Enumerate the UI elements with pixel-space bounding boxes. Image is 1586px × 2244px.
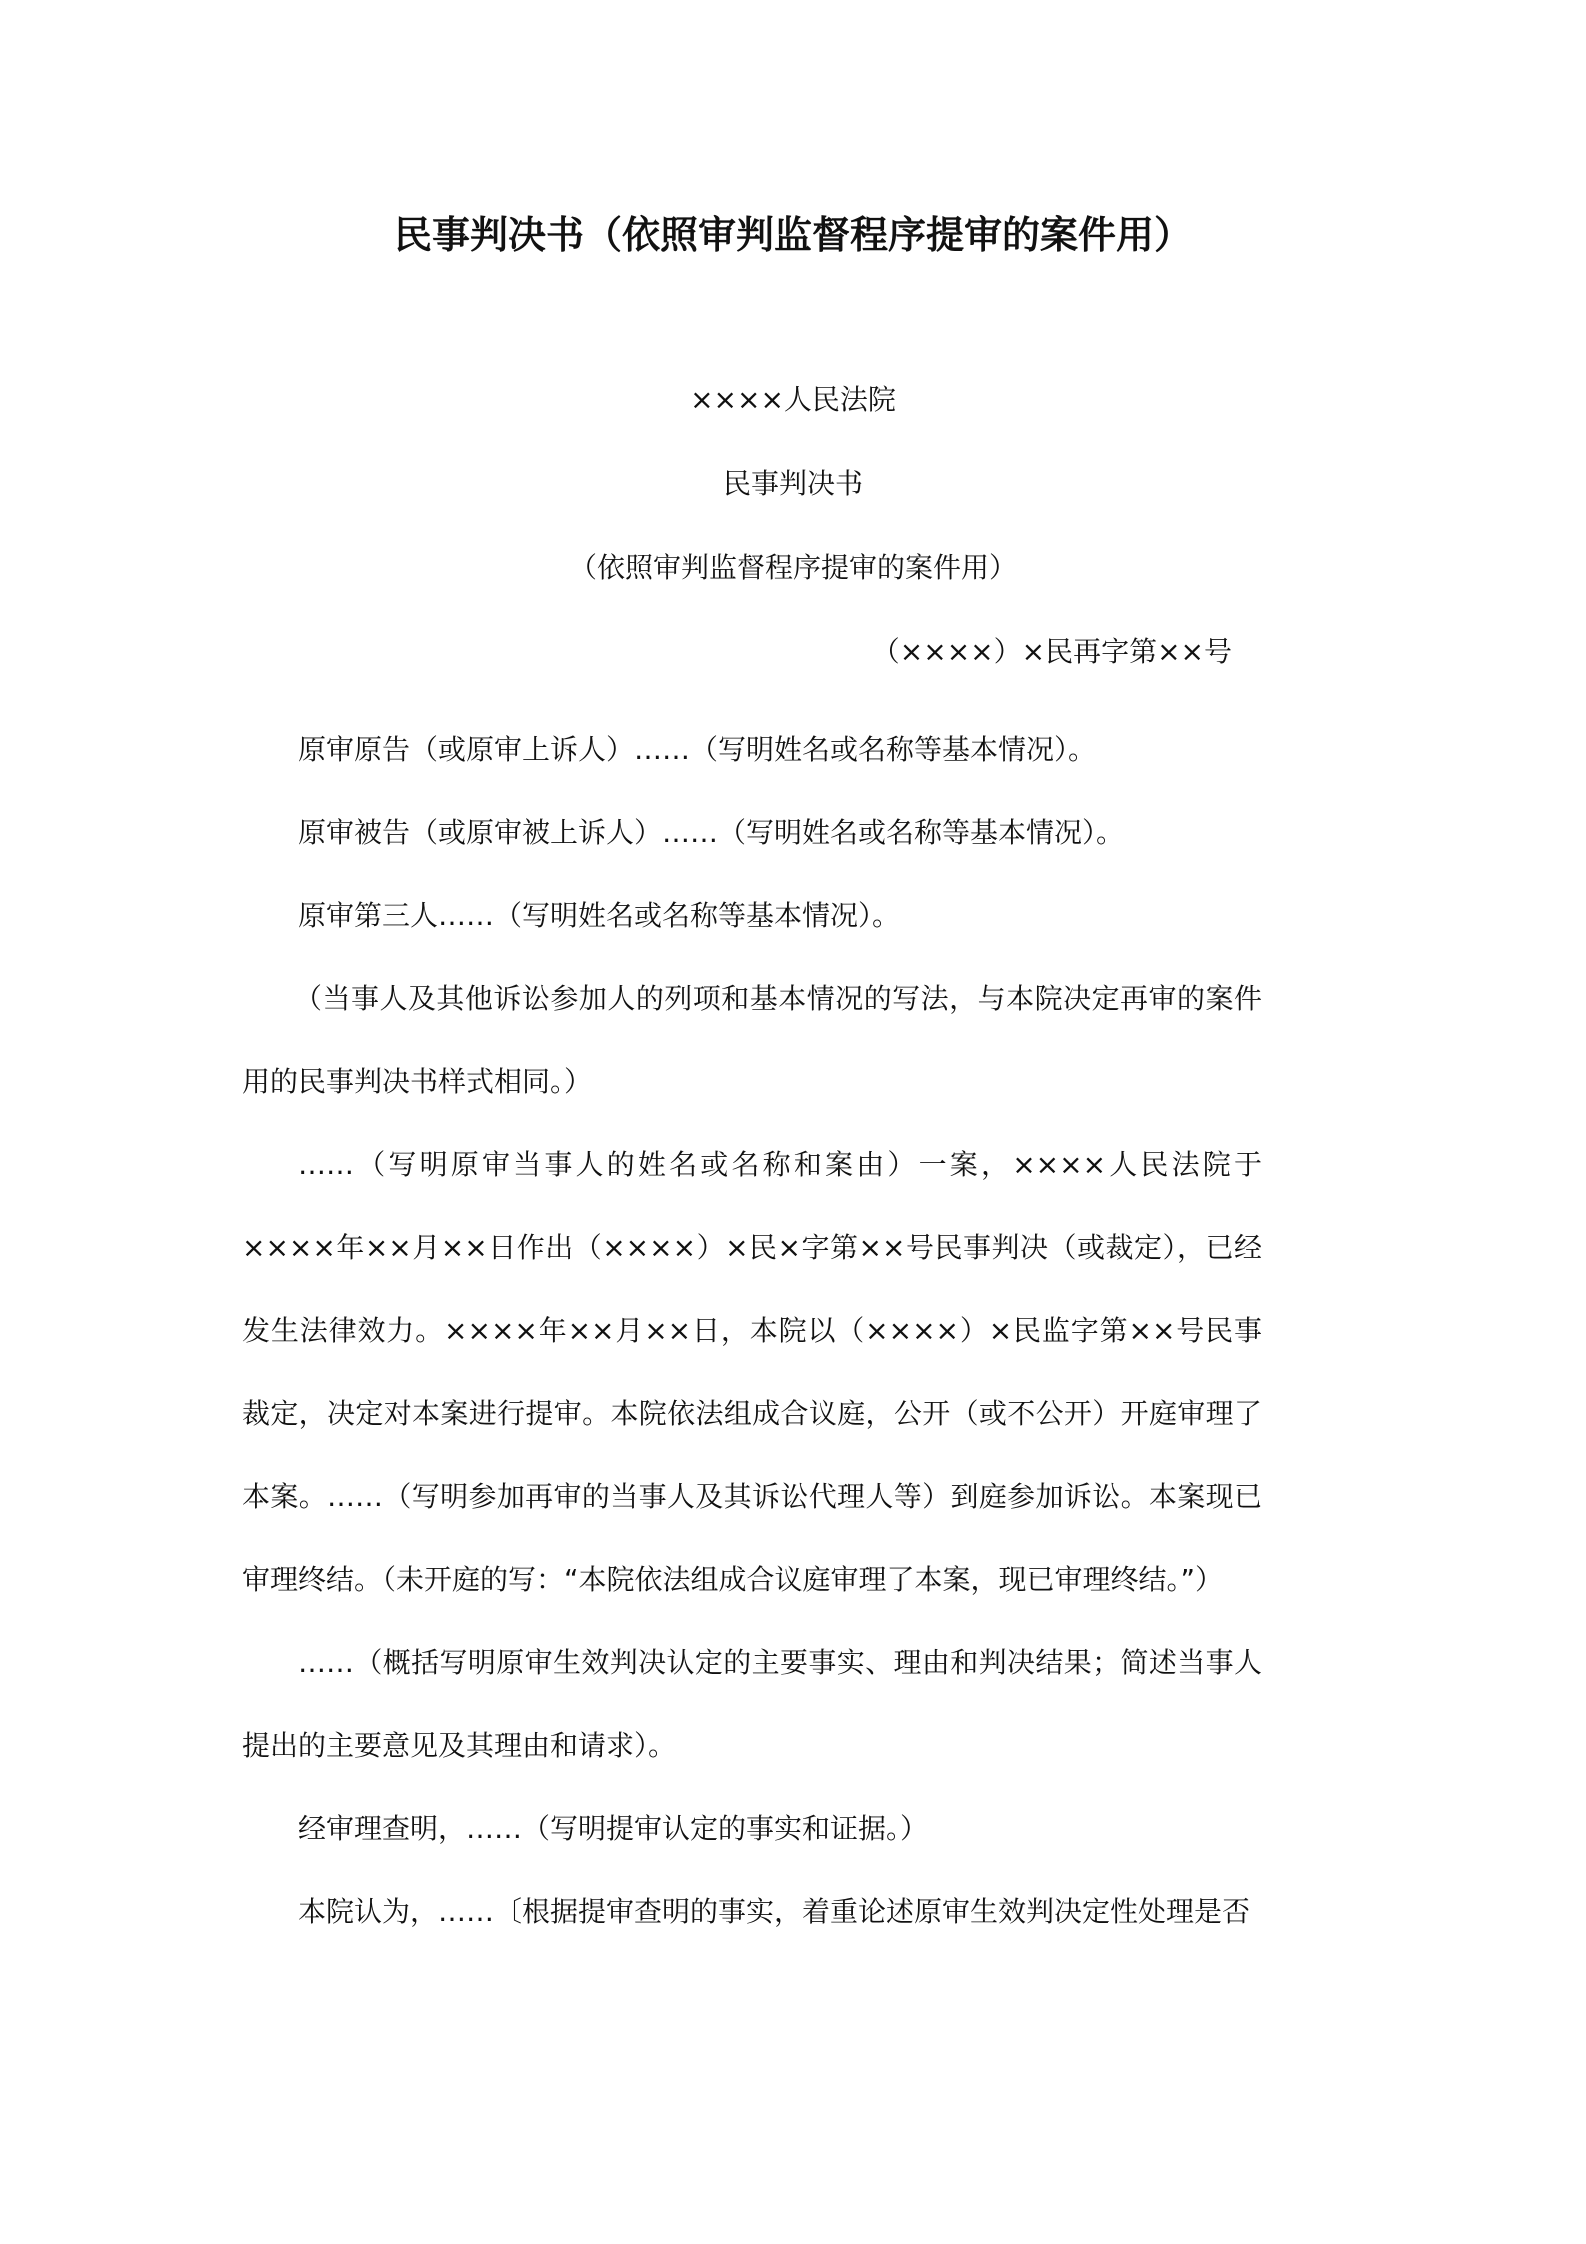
paragraph-case-history: ……（写明原审当事人的姓名或名称和案由）一案，××××人民法院于××××年××月××日作出（××××）×民×字第××号民事判决（或裁定），已经发生法律效力。××××年××月××日，本院以（××××）×民监字第××号民事裁定，决定对本案进行提审。本院依法组成合议庭，公开（或不公开）开庭审理了本案。……（写明参加再审的当事人及其诉讼代理人等）到庭参加诉讼。本案现已审理终结。（未开庭的写：“本院依法组成合议庭审理了本案，现已审理终结。”） <box>242 1148 1262 1596</box>
paragraph-original-plaintiff: 原审原告（或原审上诉人）……（写明姓名或名称等基本情况）。 <box>298 733 1097 766</box>
paragraph-findings: 经审理查明，……（写明提审认定的事实和证据。） <box>298 1812 929 1845</box>
document-title: 民事判决书（依照审判监督程序提审的案件用） <box>393 213 1192 257</box>
paragraph-original-defendant: 原审被告（或原审被上诉人）……（写明姓名或名称等基本情况）。 <box>298 816 1125 849</box>
paragraph-court-opinion: 本院认为，……〔根据提审查明的事实，着重论述原审生效判决定性处理是否 <box>298 1895 1251 1928</box>
document-body <box>242 708 1262 1953</box>
document-subtitle: （依照审判监督程序提审的案件用） <box>568 551 1017 584</box>
court-name: ××××人民法院 <box>690 383 896 416</box>
case-number: （××××）×民再字第××号 <box>871 635 1232 668</box>
paragraph-third-party: 原审第三人……（写明姓名或名称等基本情况）。 <box>298 899 901 932</box>
paragraph-original-judgment: ……（概括写明原审生效判决认定的主要事实、理由和判决结果；简述当事人提出的主要意见及其理由和请求）。 <box>242 1646 1262 1762</box>
paragraph-note: （当事人及其他诉讼参加人的列项和基本情况的写法，与本院决定再审的案件用的民事判决书样式相同。） <box>242 982 1262 1098</box>
document-type: 民事判决书 <box>722 467 863 500</box>
